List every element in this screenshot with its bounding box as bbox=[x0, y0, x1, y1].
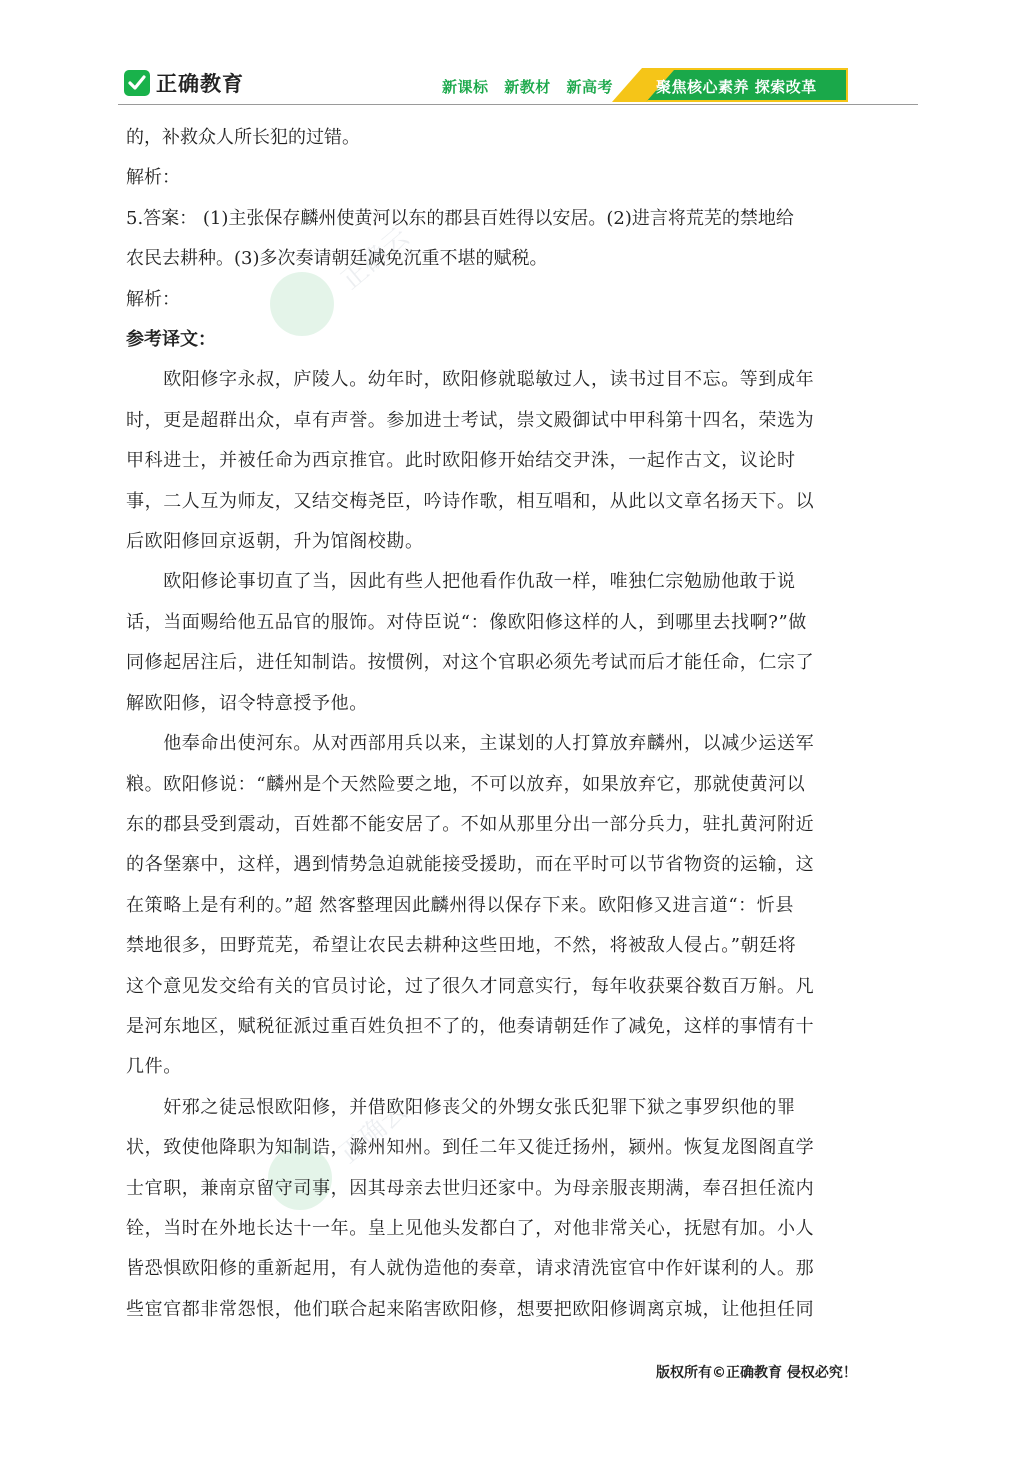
translation-paragraph bbox=[126, 562, 911, 724]
text-line: 解析： bbox=[126, 288, 180, 310]
paragraph-line: 这个意见发交给有关的官员讨论，过了很久才同意实行，每年收获粟谷数百万斛。凡 bbox=[126, 975, 815, 997]
translation-paragraph bbox=[126, 1088, 911, 1330]
paragraph-line: 状，致使他降职为知制诰，滁州知州。到任二年又徙迁扬州，颍州。恢复龙图阁直学 bbox=[126, 1137, 815, 1159]
paragraph-line: 欧阳修论事切直了当，因此有些人把他看作仇敌一样，唯独仁宗勉励他敢于说 bbox=[126, 571, 796, 593]
paragraph-line: 禁地很多，田野荒芜，希望让农民去耕种这些田地，不然，将被敌人侵占。”朝廷将 bbox=[126, 935, 797, 957]
paragraph-line: 铨，当时在外地长达十一年。皇上见他头发都白了，对他非常关心，抚慰有加。小人 bbox=[126, 1217, 815, 1239]
document-body bbox=[126, 118, 911, 1330]
paragraph-line: 他奉命出使河东。从对西部用兵以来，主谋划的人打算放弃麟州，以减少运送军 bbox=[126, 733, 815, 755]
translation-paragraph bbox=[126, 360, 911, 562]
tagline-item: 新课标 bbox=[442, 78, 489, 96]
paragraph-line: 解欧阳修，诏令特意授予他。 bbox=[126, 692, 368, 714]
paragraph-line: 甲科进士，并被任命为西京推官。此时欧阳修开始结交尹洙，一起作古文，议论时 bbox=[126, 450, 796, 472]
answer-line: 5.答案： (1)主张保存麟州使黄河以东的郡县百姓得以安居。(2)进言将荒芜的禁地给 bbox=[126, 207, 794, 229]
header-tagline bbox=[442, 76, 623, 97]
paragraph-line: 几件。 bbox=[126, 1056, 182, 1078]
text-line: 的，补救众人所长犯的过错。 bbox=[126, 127, 360, 148]
checkmark-icon bbox=[124, 70, 150, 96]
paragraph-line: 在策略上是有利的。”超 然客整理因此麟州得以保存下来。欧阳修又进言道“：忻县 bbox=[126, 894, 794, 916]
watermark-text: 正确云 bbox=[333, 1096, 413, 1170]
banner-text: 聚焦核心素养 探索改革 bbox=[656, 78, 817, 96]
paragraph-line: 话，当面赐给他五品官的服饰。对侍臣说“：像欧阳修这样的人，到哪里去找啊?”做 bbox=[126, 611, 807, 633]
paragraph-line: 粮。欧阳修说：“麟州是个天然险要之地，不可以放弃，如果放弃它，那就使黄河以 bbox=[126, 773, 806, 795]
paragraph-line: 事，二人互为师友，又结交梅尧臣，吟诗作歌，相互唱和，从此以文章名扬天下。以 bbox=[126, 490, 815, 512]
brand-logo bbox=[124, 66, 244, 100]
paragraph-line: 皆恐惧欧阳修的重新起用，有人就伪造他的奏章，请求清洗宦官中作奸谋利的人。那 bbox=[126, 1258, 815, 1280]
watermark-text: 正确云 bbox=[335, 222, 415, 296]
text-line: 解析： bbox=[126, 167, 180, 189]
paragraph-line: 东的郡县受到震动，百姓都不能安居了。不如从那里分出一部分兵力，驻扎黄河附近 bbox=[126, 813, 815, 835]
translation-paragraph bbox=[126, 724, 911, 1088]
paragraph-line: 的各堡寨中，这样，遇到情势急迫就能接受援助，而在平时可以节省物资的运输，这 bbox=[126, 854, 815, 876]
paragraph-line: 后欧阳修回京返朝，升为馆阁校勘。 bbox=[126, 531, 424, 553]
paragraph-line: 士官职，兼南京留守司事，因其母亲去世归还家中。为母亲服丧期满，奉召担任流内 bbox=[126, 1177, 815, 1199]
paragraph-line: 时，更是超群出众，卓有声誉。参加进士考试，崇文殿御试中甲科第十四名，荣选为 bbox=[126, 409, 815, 431]
page-header bbox=[0, 0, 1034, 108]
copyright-footer: 版权所有©正确教育 侵权必究！ bbox=[656, 1365, 857, 1381]
header-divider bbox=[118, 104, 918, 105]
answer-line: 农民去耕种。(3)多次奏请朝廷减免沉重不堪的赋税。 bbox=[126, 248, 548, 270]
logo-text: 正确教育 bbox=[156, 72, 244, 96]
tagline-item: 新高考 bbox=[566, 78, 614, 96]
section-title: 参考译文： bbox=[126, 329, 216, 351]
paragraph-line: 奸邪之徒忌恨欧阳修，并借欧阳修丧父的外甥女张氏犯罪下狱之事罗织他的罪 bbox=[126, 1096, 796, 1118]
tagline-item: 新教材 bbox=[504, 78, 551, 96]
paragraph-line: 些宦官都非常怨恨，他们联合起来陷害欧阳修，想要把欧阳修调离京城，让他担任同 bbox=[126, 1298, 815, 1320]
paragraph-line: 是河东地区，赋税征派过重百姓负担不了的，他奏请朝廷作了减免，这样的事情有十 bbox=[126, 1015, 815, 1037]
paragraph-line: 欧阳修字永叔，庐陵人。幼年时，欧阳修就聪敏过人，读书过目不忘。等到成年 bbox=[126, 369, 815, 391]
paragraph-line: 同修起居注后，进任知制诰。按惯例，对这个官职必须先考试而后才能任命，仁宗了 bbox=[126, 652, 815, 674]
